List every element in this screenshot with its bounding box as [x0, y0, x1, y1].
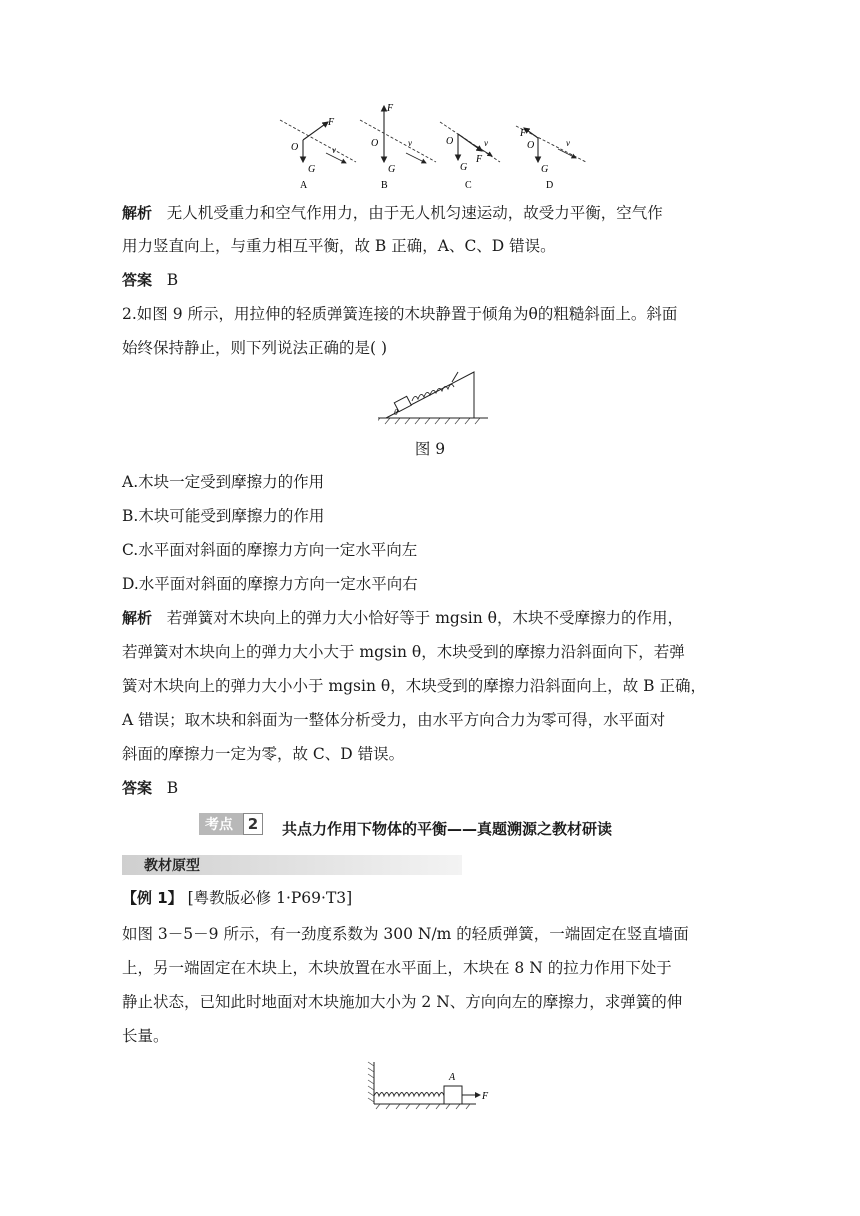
svg-text:D: D [546, 180, 554, 191]
svg-text:v: v [408, 138, 412, 148]
force-diagram-options [278, 100, 588, 196]
q2-option-b: B.木块可能受到摩擦力的作用 [122, 507, 325, 525]
example-label: 【例 1】 [122, 889, 183, 907]
svg-text:v: v [566, 138, 570, 148]
diagram-b [360, 103, 436, 191]
kaodian-label: 考点 [205, 817, 233, 833]
svg-text:θ: θ [394, 408, 398, 417]
example-line-4: 长量。 [122, 1027, 169, 1045]
example-line-3: 静止状态，已知此时地面对木块施加大小为 2 N、方向向左的摩擦力，求弹簧的伸 [122, 993, 683, 1011]
diagram-a [280, 117, 356, 191]
q2-analysis-line-1: 解析 若弹簧对木块向上的弹力大小恰好等于 mgsin θ，木块不受摩擦力的作用， [122, 609, 683, 627]
analysis-label: 解析 [122, 609, 153, 627]
q1-answer: 答案 B [122, 271, 179, 289]
q2-analysis-line-4: A 错误；取木块和斜面为一整体分析受力，由水平方向合力为零可得，水平面对 [122, 711, 666, 729]
q2-analysis-line-2: 若弹簧对木块向上的弹力大小大于 mgsin θ，木块受到的摩擦力沿斜面向下，若弹 [122, 643, 685, 661]
q1-analysis-line-2: 用力竖直向上，与重力相互平衡，故 B 正确，A、C、D 错误。 [122, 237, 556, 255]
svg-text:C: C [465, 180, 472, 191]
diagram-d [516, 126, 586, 191]
svg-text:v: v [332, 145, 336, 155]
svg-text:F: F [482, 1091, 489, 1102]
analysis-label: 解析 [122, 204, 153, 222]
wall-spring-block-figure [366, 1060, 496, 1114]
example-line-1: 如图 3－5－9 所示，有一劲度系数为 300 N/m 的轻质弹簧，一端固定在竖直墙面 [122, 925, 689, 943]
answer-label: 答案 [122, 779, 153, 797]
svg-text:F: F [476, 154, 483, 165]
svg-text:G: G [388, 164, 396, 175]
svg-text:v: v [484, 138, 488, 148]
q1-analysis-line-1: 解析 无人机受重力和空气作用力，由于无人机匀速运动，故受力平衡，空气作 [122, 204, 663, 222]
svg-text:F: F [328, 117, 335, 128]
q2-option-a: A.木块一定受到摩擦力的作用 [122, 473, 325, 491]
example-header [122, 886, 352, 910]
svg-text:G: G [460, 162, 468, 173]
q2-stem-line-2: 始终保持静止，则下列说法正确的是( ) [122, 339, 388, 357]
diagram-c [440, 122, 500, 191]
svg-text:G: G [541, 164, 549, 175]
section-title: 共点力作用下物体的平衡——真题溯源之教材研读 [282, 820, 613, 838]
q2-analysis-line-3: 簧对木块向上的弹力大小小于 mgsin θ，木块受到的摩擦力沿斜面向上，故 B 正确， [122, 677, 706, 695]
q2-answer: 答案 B [122, 779, 179, 797]
svg-text:O: O [371, 138, 379, 149]
q2-analysis-line-5: 斜面的摩擦力一定为零，故 C、D 错误。 [122, 745, 405, 763]
svg-text:F: F [520, 128, 527, 139]
svg-text:A: A [300, 180, 308, 191]
incline-spring-figure [378, 360, 488, 434]
kaodian-number: 2 [243, 813, 263, 835]
svg-text:B: B [381, 180, 388, 191]
q2-option-d: D.水平面对斜面的摩擦力方向一定水平向右 [122, 575, 418, 593]
svg-text:O: O [527, 140, 535, 151]
example-source: [粤教版必修 1·P69·T3] [187, 889, 353, 907]
svg-text:F: F [387, 103, 394, 114]
figure-9-caption: 图 9 [414, 440, 446, 458]
svg-text:O: O [291, 142, 299, 153]
example-line-2: 上，另一端固定在木块上，木块放置在水平面上，木块在 8 N 的拉力作用下处于 [122, 959, 672, 977]
svg-text:A: A [449, 1072, 456, 1083]
svg-text:O: O [446, 136, 454, 147]
svg-text:G: G [308, 164, 316, 175]
answer-label: 答案 [122, 271, 153, 289]
q2-stem-line-1: 2.如图 9 所示，用拉伸的轻质弹簧连接的木块静置于倾角为θ的粗糙斜面上。斜面 [122, 305, 678, 323]
q2-option-c: C.水平面对斜面的摩擦力方向一定水平向左 [122, 541, 418, 559]
subheading-label: 教材原型 [144, 858, 200, 874]
